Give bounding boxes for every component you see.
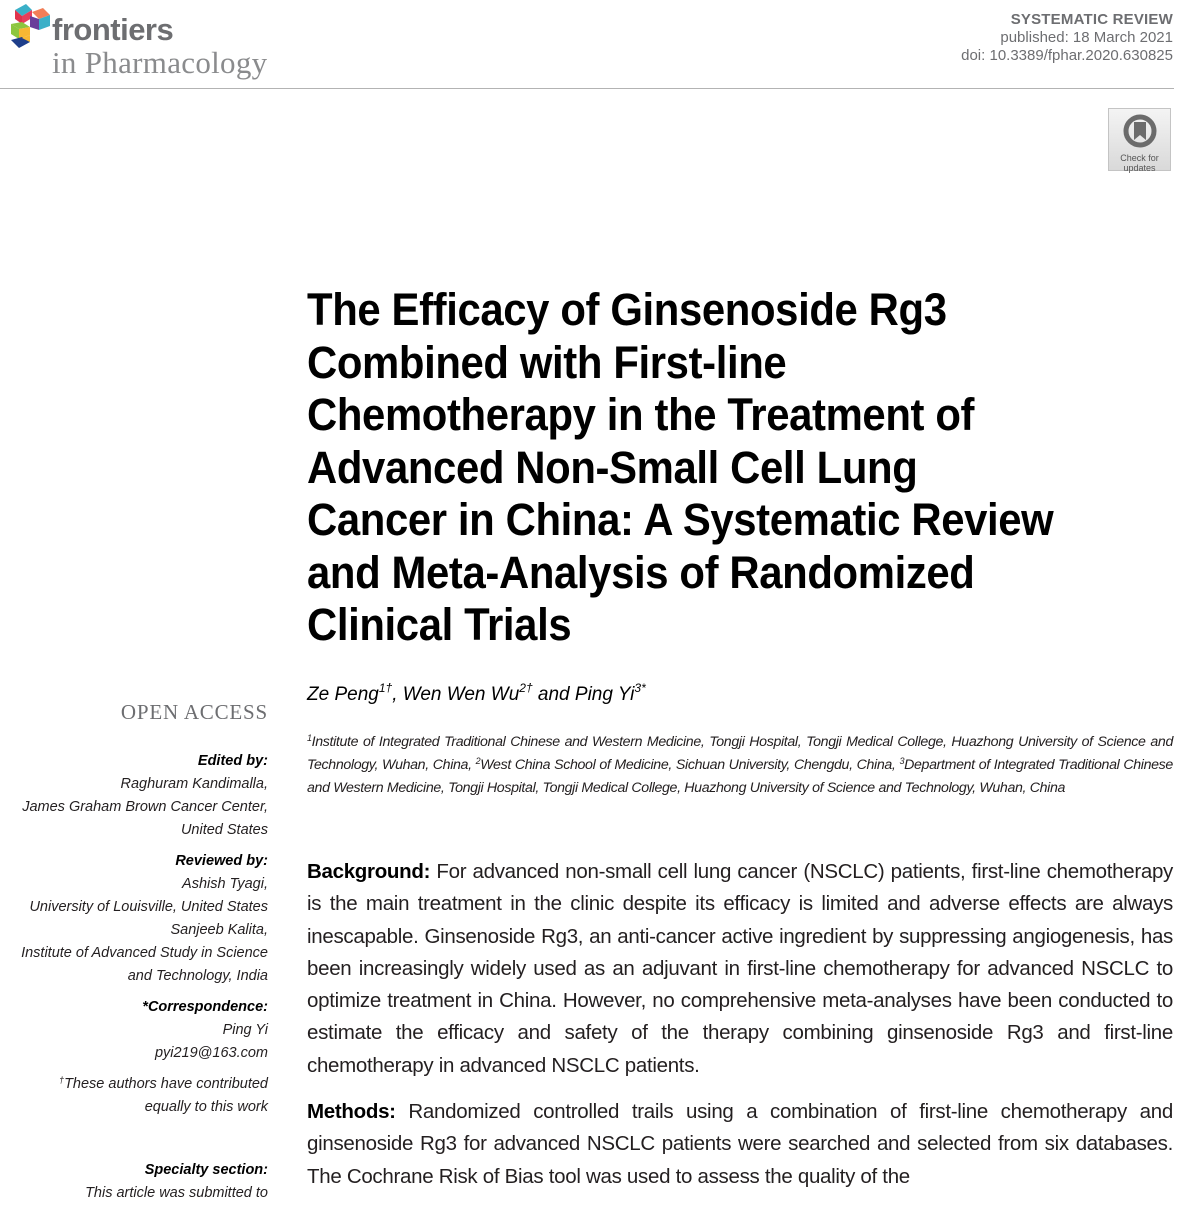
title-line: Clinical Trials <box>307 599 572 650</box>
affiliation-text: West China School of Medicine, Sichuan University, Chengdu, China, <box>480 757 900 773</box>
check-updates-label-2: updates <box>1123 163 1156 173</box>
author-name[interactable]: Wen Wen Wu <box>402 684 520 705</box>
author-affil-marker: 2† <box>519 681 533 695</box>
check-updates-label-1: Check for <box>1120 153 1159 163</box>
note-line <box>0 1073 268 1096</box>
title-line: Advanced Non-Small Cell Lung <box>307 441 918 493</box>
correspondence-heading: *Correspondence: <box>142 999 268 1015</box>
editor-line: James Graham Brown Cancer Center, <box>22 799 268 815</box>
background-text: For advanced non-small cell lung cancer (NSCLC) patients, first-line chemotherapy is the main treatment in the clinic despite its efficacy is limited and adverse effects are always inescapable. Ginsenoside Rg3, an anti-cancer active ingredient by suppressing angiogenesis, has been increasingly widely used as an adjuvant in first-line chemotherapy for advanced NSCLC to optimize treatment in China. However, no comprehensive meta-analyses have been conducted to estimate the efficacy and safety of the therapy combining ginsenoside Rg3 and first-line chemotherapy in advanced NSCLC patients. <box>307 860 1173 1077</box>
background-heading: Background: <box>307 860 431 883</box>
reviewed-by-heading: Reviewed by: <box>175 853 268 869</box>
author-list <box>307 681 646 706</box>
methods-heading: Methods: <box>307 1100 396 1124</box>
reviewer-line: University of Louisville, United States <box>29 899 268 915</box>
reviewed-by-section <box>0 850 268 988</box>
author-name[interactable]: Ping Yi <box>574 684 635 705</box>
affil-marker: 2 <box>475 756 481 766</box>
reviewer-line: and Technology, India <box>127 968 268 984</box>
open-access-label: OPEN ACCESS <box>120 700 268 724</box>
abstract-methods <box>307 1096 1173 1193</box>
affiliation-text: Department of Integrated Traditional Chinese and Western Medicine, Tongji Hospital, Tongji Medical College, Huazhong University of Science and Technology, Wuhan, China <box>307 757 1173 796</box>
journal-logo[interactable] <box>6 2 306 82</box>
author-affil-marker: 1† <box>378 681 393 695</box>
article-sidebar <box>0 700 268 1213</box>
specialty-heading: Specialty section: <box>144 1162 268 1178</box>
title-line: The Efficacy of Ginsenoside Rg3 <box>307 284 947 335</box>
title-line: Combined with First-line <box>307 336 787 388</box>
article-meta <box>961 11 1173 65</box>
equal-contribution-note <box>0 1073 268 1119</box>
title-line: Chemotherapy in the Treatment of <box>307 389 975 440</box>
edited-by-section <box>0 750 268 842</box>
author-affil-marker: 3* <box>634 681 646 695</box>
specialty-line: This article was submitted to <box>85 1185 268 1201</box>
journal-brand: frontiers <box>52 12 174 47</box>
crossmark-bookmark-icon <box>1123 114 1157 148</box>
abstract-background <box>307 856 1173 1082</box>
correspondence-section <box>0 996 268 1065</box>
abstract <box>307 856 1173 1207</box>
dagger-marker: † <box>59 1075 65 1085</box>
published-date: published: 18 March 2021 <box>1000 29 1173 46</box>
note-text: These authors have contributed <box>64 1076 268 1092</box>
correspondence-name: Ping Yi <box>222 1022 268 1038</box>
reviewer-line: Sanjeeb Kalita, <box>170 922 268 938</box>
header-divider <box>0 88 1174 89</box>
author-separator: , <box>392 684 403 705</box>
doi-link[interactable]: doi: 10.3389/fphar.2020.630825 <box>961 47 1173 64</box>
affiliations <box>307 731 1173 800</box>
article-type: SYSTEMATIC REVIEW <box>1010 11 1173 28</box>
page-header <box>0 0 1200 92</box>
title-line: Cancer in China: A Systematic Review <box>307 494 1054 545</box>
affiliation-text: Institute of Integrated Traditional Chinese and Western Medicine, Tongji Hospital, Tongji Medical College, Huazhong University of Science and Technology, Wuhan, China, <box>307 734 1173 773</box>
journal-name: in Pharmacology <box>52 45 268 80</box>
article-title <box>307 284 1125 652</box>
edited-by-heading: Edited by: <box>197 753 268 769</box>
title-line: and Meta-Analysis of Randomized <box>307 546 975 598</box>
reviewer-line: Ashish Tyagi, <box>182 876 268 892</box>
affil-marker: 1 <box>307 733 312 743</box>
author-separator: and <box>532 684 575 705</box>
specialty-section <box>0 1159 268 1205</box>
frontiers-cube-logo-icon <box>6 2 56 52</box>
methods-text: Randomized controlled trails using a combination of first-line chemotherapy and ginsenoside Rg3 for advanced NSCLC patients were searched and selected from six databases. The Cochrane Risk of Bias tool was used to assess the quality of the <box>307 1100 1173 1188</box>
note-line: equally to this work <box>144 1099 268 1115</box>
correspondence-email[interactable]: pyi219@163.com <box>154 1045 268 1061</box>
check-for-updates-button[interactable] <box>1108 108 1171 171</box>
author-name[interactable]: Ze Peng <box>307 684 379 705</box>
affil-marker: 3 <box>899 756 905 766</box>
editor-line: United States <box>180 822 268 838</box>
reviewer-line: Institute of Advanced Study in Science <box>21 945 268 961</box>
editor-line: Raghuram Kandimalla, <box>120 776 268 792</box>
